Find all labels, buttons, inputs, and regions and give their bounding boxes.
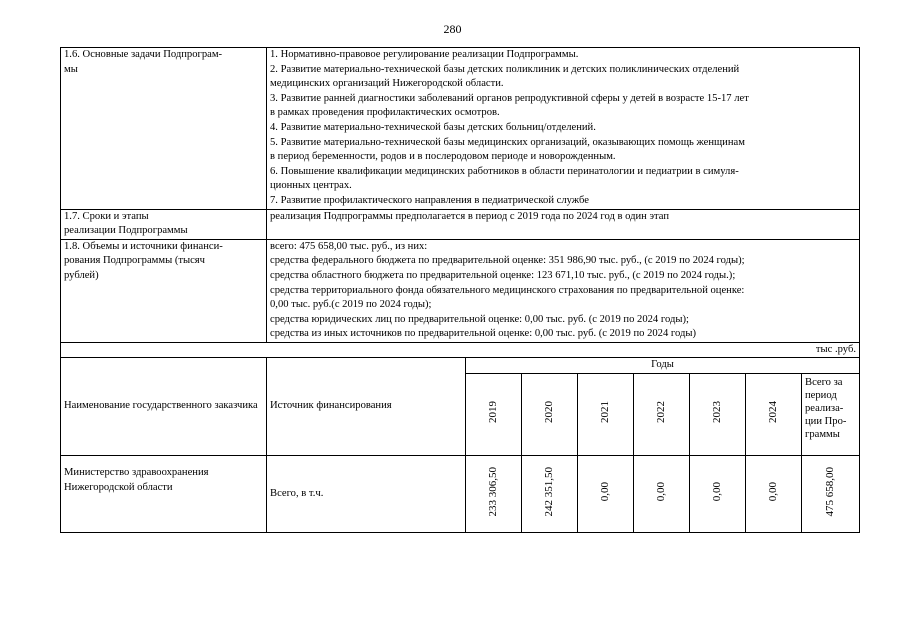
main-tasks-label bbox=[61, 48, 267, 210]
content-line: всего: 475 658,00 тыс. руб., из них: bbox=[270, 240, 428, 252]
customer-line: Нижегородской области bbox=[64, 481, 173, 493]
value-2022 bbox=[634, 456, 690, 533]
content-line: средства территориального фонда обязательного медицинского страхования по предварительной оценке: bbox=[270, 284, 745, 296]
year-text: 2023 bbox=[711, 400, 723, 423]
funding-content bbox=[267, 239, 860, 342]
timeline-content bbox=[267, 209, 860, 239]
year-text: 2024 bbox=[767, 400, 779, 423]
value-2020 bbox=[522, 456, 578, 533]
total-header-line: Всего за bbox=[805, 377, 843, 389]
value-text: 475 658,00 bbox=[824, 466, 836, 517]
year-2020 bbox=[522, 374, 578, 456]
total-header-line: реализа- bbox=[805, 403, 844, 415]
content-line: средства областного бюджета по предварительной оценке: 123 671,10 тыс. руб., (с 2019 по 2024 годы.); bbox=[270, 269, 736, 281]
content-line: в период беременности, родов и в послеродовом периоде и новорожденным. bbox=[270, 151, 616, 163]
row-main-tasks bbox=[61, 48, 860, 210]
content-line: средства из иных источников по предварительной оценке: 0,00 тыс. руб. (с 2019 по 2024 годы) bbox=[270, 328, 697, 340]
content-line: ционных центрах. bbox=[270, 180, 352, 192]
unit-row bbox=[61, 342, 860, 358]
content-line: 1. Нормативно-правовое регулирование реализации Подпрограммы. bbox=[270, 49, 579, 60]
content-line: 3. Развитие ранней диагностики заболеваний органов репродуктивной сферы у детей в возрасте 15-17 лет bbox=[270, 92, 749, 104]
label-line: 1.6. Основные задачи Подпрограм- bbox=[64, 49, 223, 60]
value-2024 bbox=[746, 456, 802, 533]
row-timeline bbox=[61, 209, 860, 239]
value-text: 0,00 bbox=[655, 481, 667, 501]
value-text: 233 306,50 bbox=[487, 466, 499, 517]
year-2022 bbox=[634, 374, 690, 456]
year-2024 bbox=[746, 374, 802, 456]
value-2021 bbox=[578, 456, 634, 533]
year-2023 bbox=[690, 374, 746, 456]
year-text: 2020 bbox=[543, 400, 555, 423]
label-line: рования Подпрограммы (тысяч bbox=[64, 255, 206, 267]
content-line: 5. Развитие материально-технической базы медицинских организаций, оказывающих помощь женщинам bbox=[270, 136, 745, 148]
content-line: 4. Развитие материально-технической базы детских больниц/отделений. bbox=[270, 121, 596, 133]
label-line: реализации Подпрограммы bbox=[64, 225, 188, 237]
content-line: 6. Повышение квалификации медицинских работников в области перинатологии и педиатрии в симуля- bbox=[270, 165, 739, 177]
customer-line: Министерство здравоохранения bbox=[64, 467, 209, 479]
unit-label: тыс .руб. bbox=[61, 342, 860, 358]
total-header-line: период bbox=[805, 390, 837, 402]
customer-header-text: Наименование государственного заказчика bbox=[64, 400, 258, 412]
value-text: 0,00 bbox=[599, 481, 611, 501]
year-text: 2019 bbox=[487, 400, 499, 423]
total-header-line: ции Про- bbox=[805, 416, 847, 428]
year-text: 2021 bbox=[599, 400, 611, 423]
content-line: средства федерального бюджета по предварительной оценке: 351 986,90 тыс. руб., (с 2019 по 2024 годы); bbox=[270, 255, 745, 267]
content-line: реализация Подпрограммы предполагается в период с 2019 года по 2024 год в один этап bbox=[270, 210, 670, 222]
content-line: в рамках проведения профилактических осмотров. bbox=[270, 107, 500, 119]
label-line: 1.8. Объемы и источники финанси- bbox=[64, 240, 223, 252]
value-text: 0,00 bbox=[767, 481, 779, 501]
source-cell: Всего, в т.ч. bbox=[267, 456, 466, 533]
label-line: мы bbox=[64, 63, 78, 75]
label-line: рублей) bbox=[64, 269, 99, 281]
source-header bbox=[267, 358, 466, 456]
value-text: 0,00 bbox=[711, 481, 723, 501]
year-text: 2022 bbox=[655, 400, 667, 423]
total-header-line: граммы bbox=[805, 429, 840, 441]
value-2019 bbox=[466, 456, 522, 533]
label-line: 1.7. Сроки и этапы bbox=[64, 210, 149, 222]
total-header bbox=[802, 374, 860, 456]
content-line: 2. Развитие материально-технической базы детских поликлиник и детских поликлинических отделений bbox=[270, 63, 740, 75]
row-funding bbox=[61, 239, 860, 342]
funding-label bbox=[61, 239, 267, 342]
finance-data-row bbox=[61, 456, 860, 533]
customer-cell bbox=[61, 456, 267, 533]
timeline-label bbox=[61, 209, 267, 239]
content-line: медицинских организаций Нижегородской области. bbox=[270, 78, 504, 90]
year-2021 bbox=[578, 374, 634, 456]
customer-header bbox=[61, 358, 267, 456]
subprogram-passport-table bbox=[60, 47, 860, 533]
content-line: средства юридических лиц по предварительной оценке: 0,00 тыс. руб. (с 2019 по 2024 годы); bbox=[270, 313, 689, 325]
value-2023 bbox=[690, 456, 746, 533]
years-header: Годы bbox=[466, 358, 860, 374]
main-tasks-content bbox=[267, 48, 860, 210]
value-text: 242 351,50 bbox=[543, 466, 555, 517]
year-2019 bbox=[466, 374, 522, 456]
source-header-text: Источник финансирования bbox=[270, 400, 392, 412]
content-line: 7. Развитие профилактического направления в педиатрической службе bbox=[270, 194, 589, 206]
finance-header-row bbox=[61, 358, 860, 374]
content-line: 0,00 тыс. руб.(с 2019 по 2024 годы); bbox=[270, 299, 432, 311]
page-number: 280 bbox=[443, 22, 462, 36]
value-total bbox=[802, 456, 860, 533]
